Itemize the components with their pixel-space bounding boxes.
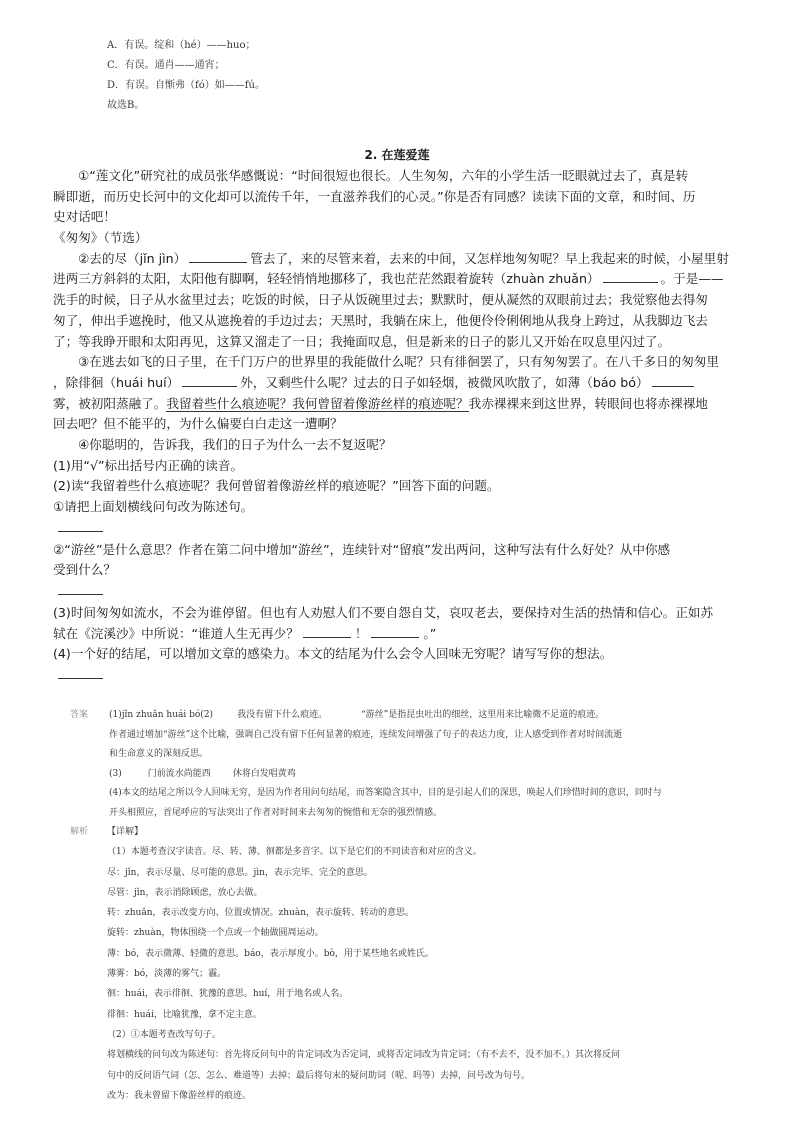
analysis-row — [70, 822, 760, 842]
previous-answer-block — [107, 36, 747, 116]
answer-row: 和生命意义的深刻反思。 — [109, 749, 209, 759]
text-segment: 。于是—— — [660, 271, 724, 287]
answer-row — [70, 765, 760, 785]
text-segment: ！ — [354, 625, 368, 641]
paragraph-2-line: 了；等我睁开眼和太阳再见，这算又溜走了一日；我掩面叹息，但是新来的日子的影儿又开始在叹息里闪过了。 — [53, 333, 671, 349]
text-segment: 轼在《浣溪沙》中所说：“谁道人生无再少？ — [53, 625, 299, 641]
underlined-question: 我留着些什么痕迹呢？我何曾留着像游丝样的痕迹呢？ — [166, 395, 469, 411]
option-c-note: C．有误。通肖——通宵； — [107, 60, 225, 71]
analysis-row: 徊：huái，表示徘徊、犹豫的意思。huí，用于地名或人名。 — [107, 989, 349, 1000]
analysis-row: 将划横线的问句改为陈述句：首先将反问句中的肯定词改为否定词，或将否定词改为肯定词；（有不去不，没不加不。）其次将反问 — [107, 1050, 621, 1061]
question-title: 2. 在莲爱莲 — [364, 148, 430, 162]
analysis-row: 句中的反问语气词（怎、怎么、难道等）去掉；最后将句末的疑问助词（呢、吗等）去掉，问号改为句号。 — [107, 1070, 531, 1081]
analysis-tag: 解析 — [70, 827, 89, 837]
text-segment: 门前流水尚能西 — [147, 768, 211, 779]
question-3: (3)时间匆匆如流水，不会为谁停留。但也有人劝慰人们不要自怨自艾，哀叹老去，要保持对生活的热情和信心。正如苏 — [53, 605, 714, 621]
analysis-row: 徘徊：huái，比喻犹豫，拿不定主意。 — [107, 1009, 262, 1020]
text-segment: ②去的尽（jǐn jìn） — [78, 250, 187, 266]
text-segment: 我没有留下什么痕迹。 — [237, 710, 328, 720]
answer-section — [70, 706, 760, 823]
answer-blank[interactable] — [652, 374, 694, 387]
answer-blank[interactable] — [189, 250, 247, 263]
question-2: (2)读“我留着些什么痕迹呢？我何曾留着像游丝样的痕迹呢？”回答下面的问题。 — [53, 478, 500, 494]
text-segment: 雾，被初阳蒸融了。 — [53, 395, 167, 411]
question-2-part-2: ②“游丝”是什么意思？作者在第二问中增加“游丝”，连续针对“留痕”发出两问，这种写法有什么好处？从中你感 — [53, 541, 671, 557]
text-segment: 进两三方斜斜的太阳，太阳他有脚啊，轻轻悄悄地挪移了，我也茫茫然跟着旋转（zhuàn zhuǎn） — [53, 271, 600, 287]
paragraph-2-line: 洗手的时候，日子从水盆里过去；吃饭的时候，日子从饭碗里过去；默默时，便从凝然的双眼前过去；我觉察他去得匆 — [53, 292, 708, 308]
question-4: (4)一个好的结尾，可以增加文章的感染力。本文的结尾为什么会令人回味无穷呢？请写写你的想法。 — [53, 646, 613, 662]
text-segment: 我赤裸裸来到这世界，转眼间也将赤裸裸地 — [468, 395, 708, 411]
answer-line[interactable] — [58, 593, 103, 595]
option-a-note: A．有误。绽和（hé）——huo； — [107, 40, 256, 51]
question-2-part-1: ①请把上面划横线问句改为陈述句。 — [53, 499, 254, 514]
conclusion: 故选B。 — [107, 100, 145, 111]
analysis-section — [70, 822, 760, 1106]
paragraph-3-line — [53, 394, 748, 415]
question-2-part-2: 受到什么？ — [53, 562, 116, 578]
text-segment: “游丝”是指昆虫吐出的细丝，这里用来比喻微不足道的痕迹。 — [361, 710, 605, 720]
text-segment: (1)jǐn zhuǎn huái bó(2) — [109, 710, 214, 720]
answer-line[interactable] — [58, 530, 103, 532]
answer-blank[interactable] — [303, 625, 351, 638]
answer-row: 作者通过增加“游丝”这个比喻，强调自己没有留下任何显著的痕迹，连续发问增强了句子的表达力度，让人感受到作者对时间流逝 — [109, 729, 623, 740]
analysis-row: 薄雾：bó，淡薄的雾气；霾。 — [107, 969, 227, 980]
paragraph-2-line — [53, 249, 748, 270]
answer-row: 开头相照应，首尾呼应的写法突出了作者对时间来去匆匆的惋惜和无奈的强烈情感。 — [109, 807, 443, 818]
source-title: 《匆匆》（节选） — [53, 230, 148, 246]
answer-blank[interactable] — [182, 374, 237, 387]
intro-line: 史对话吧！ — [53, 209, 116, 225]
paragraph-2-line: 匆了，伸出手遮挽时，他又从遮挽着的手边过去；天黑时，我躺在床上，他便伶伶俐俐地从我身上跨过，从我脚边飞去 — [53, 312, 708, 328]
analysis-row: 转：zhuǎn，表示改变方向、位置或情况。zhuàn，表示旋转、转动的意思。 — [107, 908, 414, 919]
answer-line-row — [53, 665, 748, 687]
paragraph-3-line: ③在逃去如飞的日子里，在千门万户的世界里的我能做什么呢？只有徘徊罢了，只有匆匆罢了。在八千多日的匆匆里 — [78, 354, 719, 370]
passage — [53, 166, 748, 687]
answer-line[interactable] — [58, 677, 103, 679]
text-segment: 【详解】 — [107, 827, 144, 837]
option-d-note: D．有误。自惭弗（fó）如——fú。 — [107, 80, 265, 91]
answer-line-row — [53, 518, 748, 540]
text-segment: 。” — [423, 625, 437, 641]
analysis-row: 尽管：jǐn，表示消除顾虑，放心去做。 — [107, 887, 263, 898]
question-1: (1)用“√”标出括号内正确的读音。 — [53, 457, 244, 473]
text-segment: (3) — [109, 768, 122, 779]
answer-line-row — [53, 581, 748, 603]
analysis-row: 改为：我未曾留下像游丝样的痕迹。 — [107, 1090, 252, 1101]
analysis-row: （2）①本题考查改写句子。 — [107, 1029, 221, 1040]
answer-blank[interactable] — [371, 625, 419, 638]
analysis-row: 旋转：zhuàn，物体围绕一个点或一个轴做圆周运动。 — [107, 928, 324, 939]
answer-tag: 答案 — [70, 710, 89, 720]
paragraph-3-line — [53, 373, 748, 394]
text-segment: 管去了，来的尽管来着，去来的中间，又怎样地匆匆呢？早上我起来的时候，小屋里射 — [250, 250, 729, 266]
paragraph-4-line: ④你聪明的，告诉我，我们的日子为什么一去不复返呢？ — [78, 436, 392, 452]
analysis-row: （1）本题考查汉字读音。尽、转、薄、徊都是多音字。以下是它们的不同读音和对应的含义。 — [107, 847, 482, 858]
answer-row — [70, 706, 760, 726]
intro-line: 瞬即逝，而历史长河中的文化却可以流传千年，一直滋养我们的心灵。”你是否有同感？读读下面的文章，和时间、历 — [53, 188, 696, 204]
intro-line: ①“莲文化”研究社的成员张华感慨说：“时间很短也很长。人生匆匆，六年的小学生活一眨眼就过去了，真是转 — [78, 168, 689, 183]
paragraph-3-line: 回去吧？但不能平的，为什么偏要白白走这一遭啊？ — [53, 416, 343, 432]
text-segment: 休将白发唱黄鸡 — [232, 768, 296, 779]
answer-row: (4)本文的结尾之所以令人回味无穷，是因为作者用问句结尾，而答案隐含其中，目的是引起人们的深思，唤起人们珍惜时间的意识，同时与 — [109, 788, 662, 798]
answer-blank[interactable] — [603, 270, 658, 283]
text-segment: ，除徘徊（huái huí） — [53, 374, 180, 390]
question-3 — [53, 624, 748, 645]
analysis-row: 尽：jǐn，表示尽量、尽可能的意思。jìn，表示完毕、完全的意思。 — [107, 867, 373, 878]
analysis-row: 薄：bó，表示微薄、轻微的意思。báo，表示厚度小。bò，用于某些地名或姓氏。 — [107, 948, 434, 959]
paragraph-2-line — [53, 269, 748, 290]
text-segment: 外，又剩些什么呢？过去的日子如轻烟，被微风吹散了，如薄（báo bó） — [240, 374, 649, 390]
